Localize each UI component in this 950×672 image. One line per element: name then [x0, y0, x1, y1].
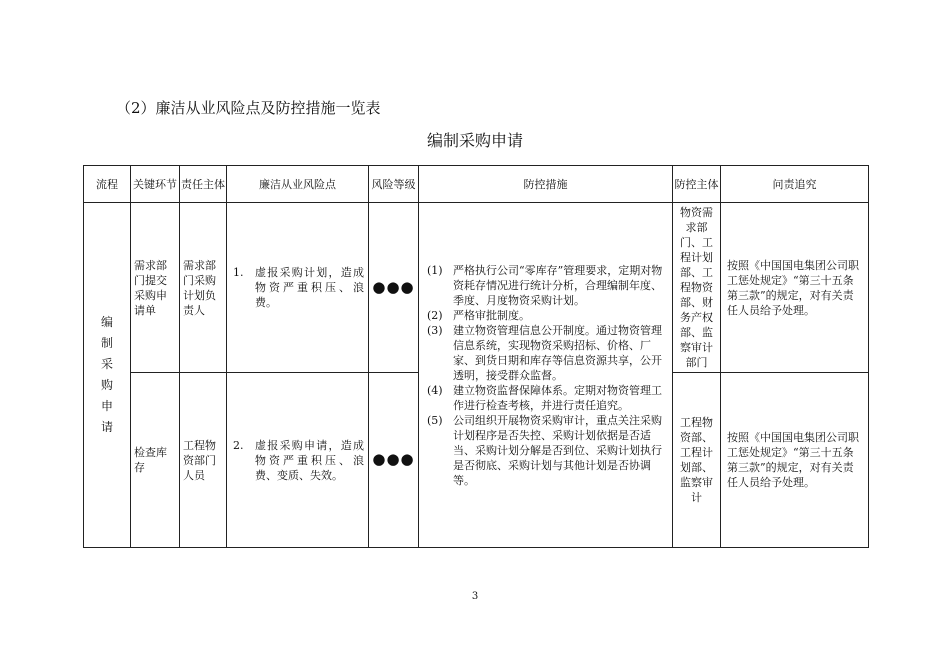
measure-text: 严格执行公司“零库存”管理要求，定期对物资耗存情况进行统计分析，合理编制年度、季度、月度物资采购计划。 [453, 263, 663, 307]
measure-number: (1) [427, 263, 443, 277]
section-heading: （2）廉洁从业风险点及防控措施一览表 [116, 99, 381, 117]
risk-text: 虚报采购计划，造成物资严重积压、浪费。 [255, 266, 364, 309]
header-flow: 流程 [84, 166, 131, 203]
control-dept-cell [673, 373, 721, 548]
flow-cell [84, 203, 131, 548]
key-link-text: 检查库存 [134, 446, 167, 474]
measure-number: (5) [427, 413, 443, 427]
header-risk-level: 风险等级 [369, 166, 419, 203]
owner-text: 需求部门采购计划负责人 [183, 258, 216, 317]
header-measures: 防控措施 [419, 166, 673, 203]
control-dept-cell [673, 203, 721, 373]
control-dept-text: 物资需求部门、工程计划部、工程物资部、财务产权部、监察审计部门 [680, 206, 713, 369]
accountability-cell [721, 373, 869, 548]
owner-cell [180, 203, 227, 373]
header-owner: 责任主体 [180, 166, 227, 203]
risk-level-cell [369, 373, 419, 548]
accountability-text: 按照《中国国电集团公司职工惩处规定》“第三十五条第三款”的规定，对有关责任人员给予处理。 [727, 431, 859, 489]
risk-number: 1. [233, 266, 244, 279]
header-key-link: 关键环节 [131, 166, 180, 203]
measure-text: 严格审批制度。 [453, 308, 530, 322]
measure-number: (3) [427, 323, 443, 337]
header-row [84, 166, 869, 203]
accountability-text: 按照《中国国电集团公司职工惩处规定》“第三十五条第三款”的规定，对有关责任人员给予处理。 [727, 258, 859, 317]
risk-level-dots: ●●● [372, 277, 415, 296]
measure-text: 建立物资管理信息公开制度。通过物资管理信息系统，实现物资采购招标、价格、厂家、到货日期和库存等信息资源共享，公开透明，接受群众监督。 [453, 323, 662, 382]
header-accountability: 问责追究 [721, 166, 869, 203]
owner-cell [180, 373, 227, 548]
measure-item [427, 263, 668, 308]
risk-point-cell [227, 373, 369, 548]
accountability-cell [721, 203, 869, 373]
measure-item [427, 413, 668, 488]
control-dept-text: 工程物资部、工程计划部、监察审计 [680, 416, 713, 504]
measures-cell [419, 203, 673, 548]
key-link-text: 需求部门提交采购申请单 [134, 258, 167, 317]
risk-level-dots: ●●● [372, 450, 415, 468]
measure-item [427, 308, 668, 323]
measure-item [427, 323, 668, 383]
header-risk-point: 廉洁从业风险点 [227, 166, 369, 203]
measure-number: (2) [427, 308, 443, 322]
risk-control-table [83, 165, 869, 548]
page-number: 3 [471, 591, 479, 602]
flow-label: 编制采购申请 [101, 315, 114, 434]
measure-text: 公司组织开展物资采购审计，重点关注采购计划程序是否失控、采购计划依据是否适当、采购计划分解是否到位、采购计划执行是否彻底、采购计划与其他计划是否协调等。 [453, 413, 662, 487]
document-title: 编制采购申请 [426, 131, 523, 150]
owner-text: 工程物资部门人员 [183, 438, 216, 482]
measure-text: 建立物资监督保障体系。定期对物资管理工作进行检查考核，并进行责任追究。 [453, 383, 662, 412]
key-link-cell [131, 203, 180, 373]
key-link-cell [131, 373, 180, 548]
table-row [84, 203, 869, 373]
header-control-dept: 防控主体 [673, 166, 721, 203]
risk-point-cell [227, 203, 369, 373]
measure-number: (4) [427, 383, 443, 397]
measure-item [427, 383, 668, 413]
risk-number: 2. [233, 438, 244, 452]
risk-text: 虚报采购申请，造成物资严重积压、浪费、变质、失效。 [255, 438, 364, 482]
risk-level-cell [369, 203, 419, 373]
